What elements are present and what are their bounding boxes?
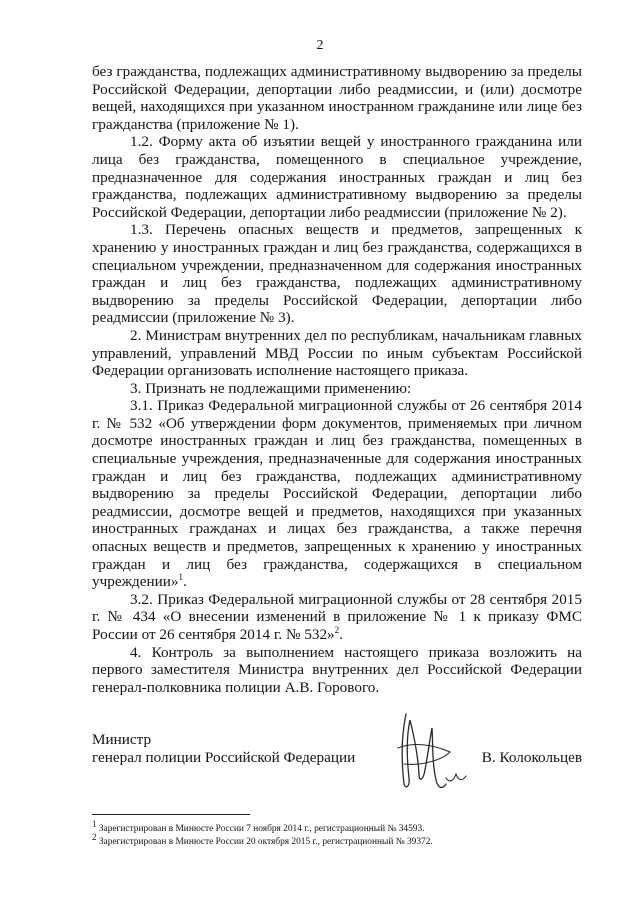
- paragraph-3-1-text: 3.1. Приказ Федеральной миграционной службы от 26 сентября 2014 г. № 532 «Об утверждении форм документов, применяемых при личном досмотре иностранных граждан и лиц без гражданства, помещенных в специальные учреждения, предназначенные для содержания иностранных граждан и лиц без гражданства, подлежащих административному выдворению за пределы Российской Федерации, депортации либо реадмиссии, досмотре вещей и предметов, находящихся при указанных иностранных гражданах и лицах без гражданства, а также перечня опасных веществ и предметов, запрещенных к хранению у иностранных граждан и лиц без гражданства, содержащихся в специальном учреждении»: [92, 397, 582, 591]
- footnote-mark-1: 1: [178, 572, 184, 583]
- paragraph-3-2-text: 3.2. Приказ Федеральной миграционной службы от 28 сентября 2015 г. № 434 «О внесении изменений в приложение № 1 к приказу ФМС России от 26 сентября 2014 г. № 532»: [92, 590, 582, 643]
- paragraph-4: 4. Контроль за выполнением настоящего приказа возложить на первого заместителя Министра внутренних дел Российской Федерации генерал-полковника полиции А.В. Горового.: [92, 643, 582, 696]
- document-body: [92, 63, 582, 696]
- footnote-2-mark: 2: [92, 831, 97, 842]
- paragraph-3-1: 3.1. Приказ Федеральной миграционной службы от 26 сентября 2014 г. № 532 «Об утверждении форм документов, применяемых при личном досмотре иностранных граждан и лиц без гражданства, помещенных в специальные учреждения, предназначенные для содержания иностранных граждан и лиц без гражданства, подлежащих административному выдворению за пределы Российской Федерации, депортации либо реадмиссии, досмотре вещей и предметов, находящихся при указанных иностранных гражданах и лицах без гражданства, а также перечня опасных веществ и предметов, запрещенных к хранению у иностранных граждан и лиц без гражданства, содержащихся в специальном учреждении»$^1$.: [92, 397, 582, 591]
- handwritten-signature: [392, 708, 472, 798]
- footnote-mark-2: 2: [334, 624, 340, 635]
- signature-block: [92, 731, 582, 767]
- paragraph-1-2: 1.2. Форму акта об изъятии вещей у иностранного гражданина или лица без гражданства, помещенного в специальное учреждение, предназначенное для содержания иностранных граждан и лиц без гражданства, подлежащих административному выдворению за пределы Российской Федерации, депортации либо реадмиссии (приложение № 2).: [92, 133, 582, 221]
- paragraph-1-3: 1.3. Перечень опасных веществ и предметов, запрещенных к хранению у иностранных граждан и лиц без гражданства, содержащихся в специальном учреждении, предназначенном для содержания иностранных граждан и лиц без гражданства, подлежащих административному выдворению за пределы Российской Федерации, депортации либо реадмиссии (приложение № 3).: [92, 221, 582, 327]
- footnote-1-text: Зарегистрирован в Минюсте России 7 ноября 2014 г., регистрационный № 34593.: [98, 824, 425, 834]
- paragraph-continuation: без гражданства, подлежащих административному выдворению за пределы Российской Федерации, депортации либо реадмиссии, и (или) досмотре вещей, находящихся при указанном иностранном гражданине или лице без гражданства (приложение № 1).: [92, 63, 582, 133]
- footnote-2-text: Зарегистрирован в Минюсте России 20 октября 2015 г., регистрационный № 39372.: [98, 836, 433, 847]
- footnote-1-mark: 1: [92, 818, 97, 829]
- footnotes: [92, 818, 582, 848]
- signatory-name: В. Колокольцев: [481, 749, 582, 766]
- page-number: 2: [316, 38, 324, 53]
- paragraph-2: 2. Министрам внутренних дел по республикам, начальникам главных управлений, управлений МВД России по иным субъектам Российской Федерации организовать исполнение настоящего приказа.: [92, 326, 582, 380]
- footnote-2: [92, 831, 582, 849]
- signatory-title-line2: генерал полиции Российской Федерации: [92, 749, 356, 766]
- signatory-title-line1: Министр: [92, 731, 152, 748]
- paragraph-3: 3. Признать не подлежащими применению:: [130, 379, 412, 397]
- paragraph-3-2: 3.2. Приказ Федеральной миграционной службы от 28 сентября 2015 г. № 434 «О внесении изменений в приложение № 1 к приказу ФМС России от 26 сентября 2014 г. № 532»$^2$.: [92, 590, 582, 643]
- footnote-divider: [92, 814, 250, 815]
- footnote-1: [92, 818, 582, 836]
